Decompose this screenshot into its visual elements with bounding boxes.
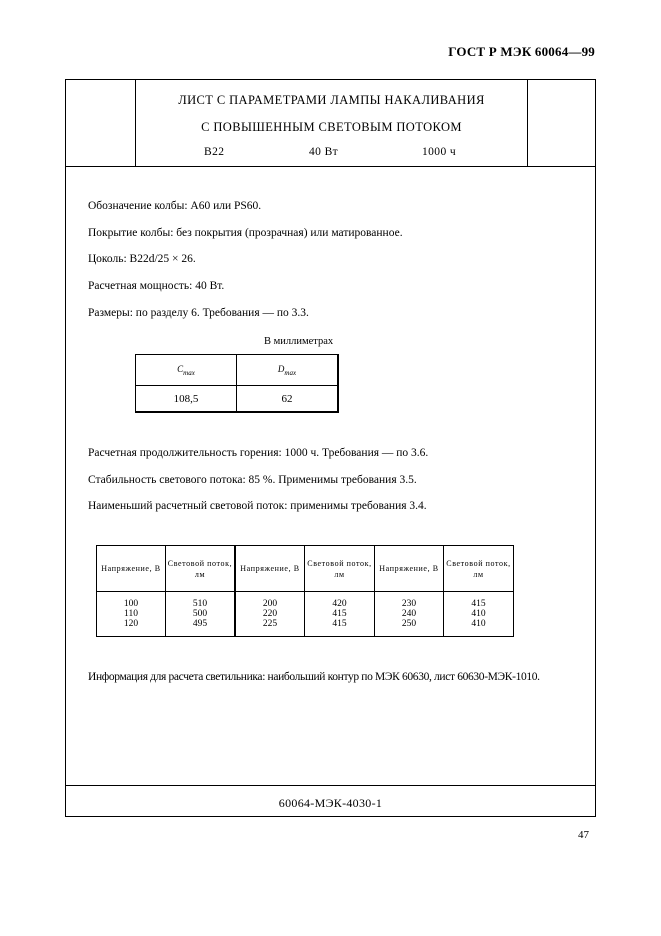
voltage-cell: 230 240 250 [375,592,444,637]
flux-table [96,545,514,637]
voltage-header: Напряжение, В [97,546,166,592]
flux-cell: 420 415 415 [305,592,375,637]
minimum-flux: Наименьший расчетный световой поток: применимы требования 3.4. [88,500,427,512]
d-max-header: $D_{max}$ [237,355,339,386]
c-max-value: 108,5 [136,386,237,413]
standard-header: ГОСТ Р МЭК 60064—99 [448,44,595,59]
flux-cell: 415 410 410 [444,592,514,637]
flux-header: Световой поток, лм [166,546,236,592]
dimensions-requirement: Размеры: по разделу 6. Требования — по 3.3. [88,307,309,319]
title-block [66,80,595,167]
cap-type: B22 [204,146,225,158]
footer-divider [66,785,595,786]
flux-stability: Стабильность светового потока: 85 %. Применимы требования 3.5. [88,474,417,486]
title-cell [135,80,528,166]
sheet-title-line-1: ЛИСТ С ПАРАМЕТРАМИ ЛАМПЫ НАКАЛИВАНИЯ [178,93,485,107]
sheet-number: 60064-МЭК-4030-1 [278,796,383,810]
flux-header: Световой поток, лм [444,546,514,592]
d-max-value: 62 [237,386,339,413]
bulb-designation: Обозначение колбы: A60 или PS60. [88,200,262,212]
voltage-header: Напряжение, В [235,546,305,592]
cap-base: Цоколь: B22d/25 × 26. [88,253,196,265]
c-max-header: $C_{max}$ [136,355,237,386]
units-note: В миллиметрах [264,336,334,347]
bulb-coating: Покрытие колбы: без покрытия (прозрачная) или матированное. [88,227,403,239]
flux-cell: 510 500 495 [166,592,236,637]
voltage-cell: 200 220 225 [235,592,305,637]
voltage-header: Напряжение, В [375,546,444,592]
rated-life-requirement: Расчетная продолжительность горения: 1000 ч. Требования — по 3.6. [88,447,429,459]
data-sheet-frame [65,79,596,817]
sheet-title-line-2: С ПОВЫШЕННЫМ СВЕТОВЫМ ПОТОКОМ [201,120,462,134]
rated-life: 1000 ч [422,146,457,158]
flux-header: Световой поток, лм [305,546,375,592]
power-rating: 40 Вт [309,146,339,158]
dimensions-table [135,354,339,413]
luminaire-info: Информация для расчета светильника: наибольший контур по МЭК 60630, лист 60630-МЭК-1010. [88,671,540,683]
rated-wattage: Расчетная мощность: 40 Вт. [88,280,225,292]
page-number: 47 [578,829,589,841]
voltage-cell: 100 110 120 [97,592,166,637]
